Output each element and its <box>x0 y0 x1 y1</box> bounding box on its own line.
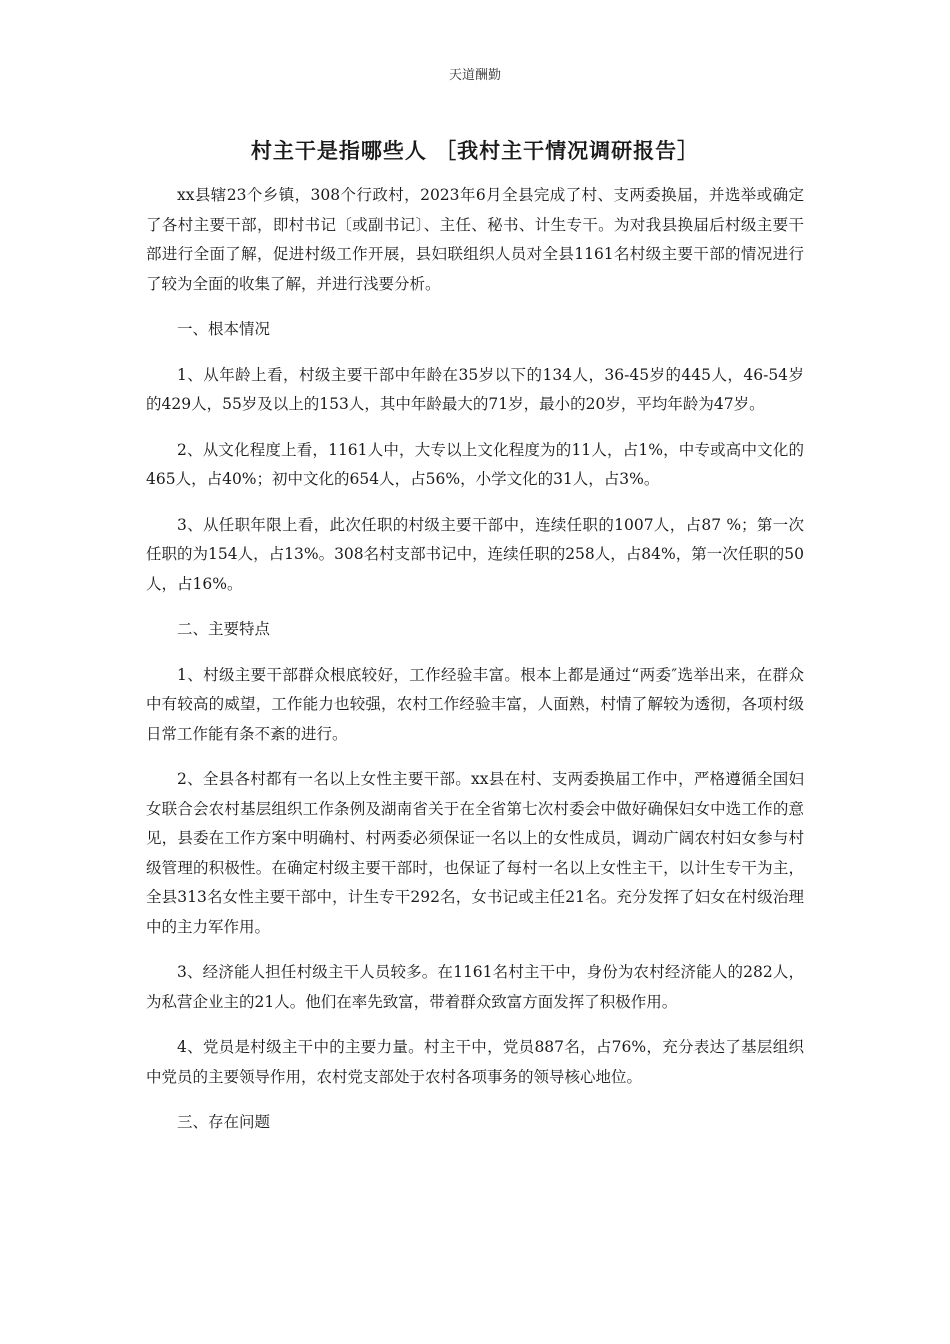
paragraph-feature-2: 2、全县各村都有一名以上女性主要干部。xx县在村、支两委换届工作中，严格遵循全国妇女联合会农村基层组织工作条例及湖南省关于在全省第七次村委会中做好确保妇女中选工作的意见，县委在工作方案中明确村、村两委必须保证一名以上的女性成员，调动广阔农村妇女参与村级管理的积极性。在确定村级主要干部时，也保证了每村一名以上女性主干，以计生专干为主，全县313名女性主要干部中，计生专干292名，女书记或主任21名。充分发挥了妇女在村级治理中的主力军作用。 <box>146 770 804 936</box>
paragraph-age: 1、从年龄上看，村级主要干部中年龄在35岁以下的134人，36-45岁的445人，46-54岁的429人，55岁及以上的153人，其中年龄最大的71岁，最小的20岁，平均年龄为47岁。 <box>146 365 804 413</box>
paragraph-feature-4: 4、党员是村级主干中的主要力量。村主干中，党员887名，占76%，充分表达了基层组织中党员的主要领导作用，农村党支部处于农村各项事务的领导核心地位。 <box>146 1038 804 1086</box>
paragraph-tenure: 3、从任职年限上看，此次任职的村级主要干部中，连续任职的1007人，占87 %；第一次任职的为154人，占13%。308名村支部书记中，连续任职的258人，占84%，第一次任职的50人，占16%。 <box>146 515 804 593</box>
page-header: 天道酬勤 <box>448 68 501 83</box>
document-body <box>146 181 804 1154</box>
document-title: 村主干是指哪些人 ［我村主干情况调研报告］ <box>250 138 700 163</box>
paragraph-feature-1: 1、村级主要干部群众根底较好，工作经验丰富。根本上都是通过“两委″选举出来，在群众中有较高的威望，工作能力也较强，农村工作经验丰富，人面熟，村情了解较为透彻，各项村级日常工作能有条不紊的进行。 <box>146 665 804 743</box>
section-heading-problems: 三、存在问题 <box>177 1113 271 1131</box>
section-heading-basic: 一、根本情况 <box>177 320 271 338</box>
paragraph-feature-3: 3、经济能人担任村级主干人员较多。在1161名村主干中，身份为农村经济能人的282人，为私营企业主的21人。他们在率先致富，带着群众致富方面发挥了积极作用。 <box>146 963 804 1011</box>
paragraph-education: 2、从文化程度上看，1161人中，大专以上文化程度为的11人，占1%，中专或高中文化的465人，占40%；初中文化的654人，占56%，小学文化的31人，占3%。 <box>146 440 804 488</box>
section-heading-features: 二、主要特点 <box>177 620 271 638</box>
intro-paragraph: xx县辖23个乡镇，308个行政村，2023年6月全县完成了村、支两委换届，并选举或确定了各村主要干部，即村书记〔或副书记〕、主任、秘书、计生专干。为对我县换届后村级主要干部进行全面了解，促进村级工作开展，县妇联组织人员对全县1161名村级主要干部的情况进行了较为全面的收集了解，并进行浅要分析。 <box>146 186 804 293</box>
